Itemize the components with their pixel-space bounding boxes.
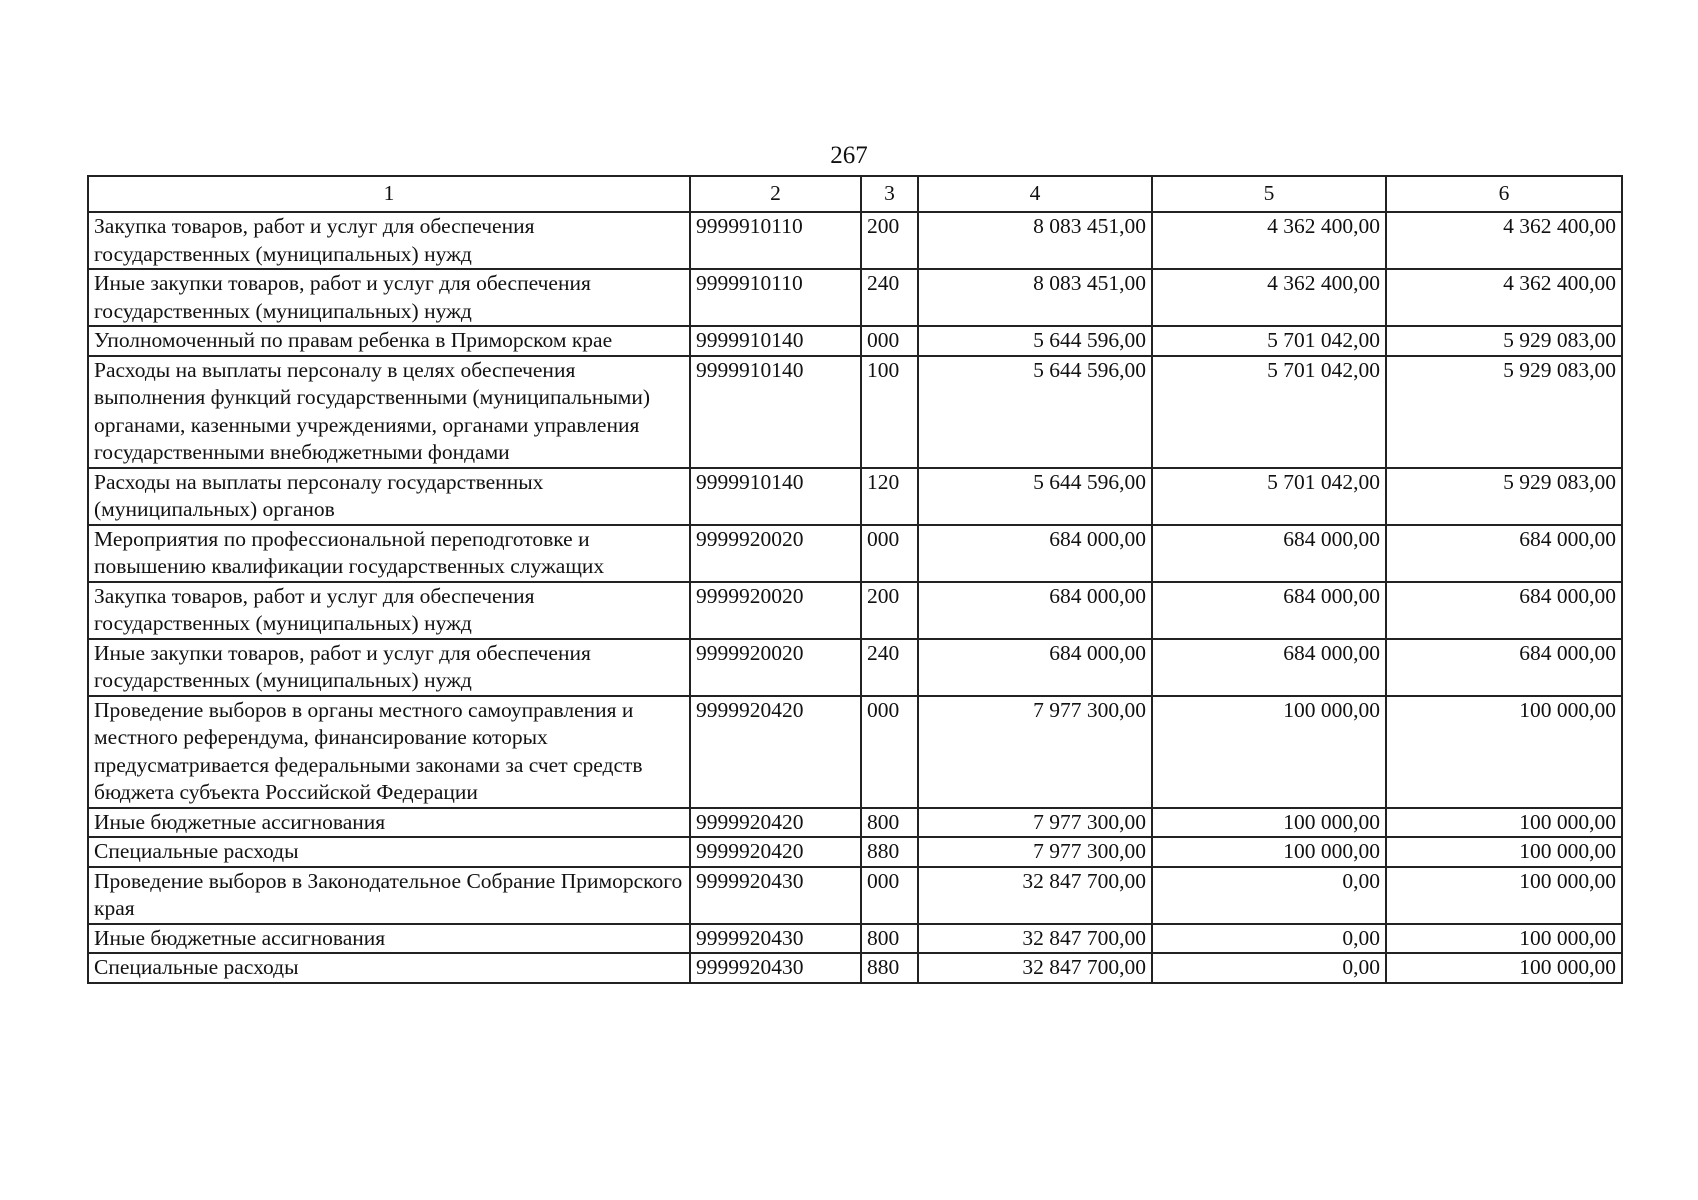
header-row [88, 176, 1622, 212]
row-value-4: 7 977 300,00 [918, 837, 1152, 867]
row-code: 9999920020 [690, 582, 861, 639]
table-row [88, 468, 1622, 525]
row-name: Закупка товаров, работ и услуг для обеспечения государственных (муниципальных) нужд [88, 582, 690, 639]
row-name: Проведение выборов в Законодательное Собрание Приморского края [88, 867, 690, 924]
row-type: 880 [861, 837, 918, 867]
row-name: Иные закупки товаров, работ и услуг для обеспечения государственных (муниципальных) нужд [88, 269, 690, 326]
table-row [88, 639, 1622, 696]
row-type: 240 [861, 639, 918, 696]
row-name: Иные бюджетные ассигнования [88, 808, 690, 838]
row-value-5: 5 701 042,00 [1152, 326, 1386, 356]
row-value-4: 8 083 451,00 [918, 269, 1152, 326]
row-type: 000 [861, 696, 918, 808]
row-code: 9999920430 [690, 924, 861, 954]
row-value-6: 684 000,00 [1386, 525, 1622, 582]
row-value-4: 684 000,00 [918, 525, 1152, 582]
row-value-5: 684 000,00 [1152, 582, 1386, 639]
row-value-4: 32 847 700,00 [918, 867, 1152, 924]
table-row [88, 525, 1622, 582]
table-row [88, 953, 1622, 983]
row-value-4: 8 083 451,00 [918, 212, 1152, 269]
row-name: Расходы на выплаты персоналу государственных (муниципальных) органов [88, 468, 690, 525]
column-header-3: 3 [861, 176, 918, 212]
row-code: 9999920430 [690, 867, 861, 924]
row-value-5: 0,00 [1152, 867, 1386, 924]
row-value-6: 100 000,00 [1386, 924, 1622, 954]
column-header-1: 1 [88, 176, 690, 212]
row-name: Иные бюджетные ассигнования [88, 924, 690, 954]
row-value-4: 5 644 596,00 [918, 326, 1152, 356]
table-row [88, 212, 1622, 269]
row-value-5: 100 000,00 [1152, 696, 1386, 808]
table-row [88, 837, 1622, 867]
row-value-5: 100 000,00 [1152, 808, 1386, 838]
budget-table [87, 175, 1623, 984]
table-row [88, 924, 1622, 954]
row-value-6: 4 362 400,00 [1386, 212, 1622, 269]
table-row [88, 356, 1622, 468]
row-value-4: 32 847 700,00 [918, 953, 1152, 983]
row-value-5: 5 701 042,00 [1152, 468, 1386, 525]
row-code: 9999920420 [690, 808, 861, 838]
table-row [88, 326, 1622, 356]
row-value-6: 4 362 400,00 [1386, 269, 1622, 326]
row-value-6: 100 000,00 [1386, 808, 1622, 838]
row-value-4: 684 000,00 [918, 582, 1152, 639]
row-name: Проведение выборов в органы местного самоуправления и местного референдума, финансирование которых предусматривается федеральными законами за счет средств бюджета субъекта Российской Федерации [88, 696, 690, 808]
row-type: 120 [861, 468, 918, 525]
row-type: 800 [861, 924, 918, 954]
page-number: 267 [830, 142, 868, 169]
row-type: 000 [861, 867, 918, 924]
row-value-5: 5 701 042,00 [1152, 356, 1386, 468]
row-name: Уполномоченный по правам ребенка в Приморском крае [88, 326, 690, 356]
row-type: 800 [861, 808, 918, 838]
row-type: 200 [861, 212, 918, 269]
row-code: 9999910110 [690, 212, 861, 269]
row-name: Закупка товаров, работ и услуг для обеспечения государственных (муниципальных) нужд [88, 212, 690, 269]
column-header-2: 2 [690, 176, 861, 212]
row-value-5: 100 000,00 [1152, 837, 1386, 867]
column-header-5: 5 [1152, 176, 1386, 212]
row-type: 880 [861, 953, 918, 983]
row-type: 000 [861, 525, 918, 582]
column-header-4: 4 [918, 176, 1152, 212]
row-value-6: 100 000,00 [1386, 867, 1622, 924]
row-value-4: 7 977 300,00 [918, 808, 1152, 838]
row-code: 9999920020 [690, 525, 861, 582]
row-code: 9999910140 [690, 468, 861, 525]
row-code: 9999910110 [690, 269, 861, 326]
row-code: 9999920430 [690, 953, 861, 983]
column-header-6: 6 [1386, 176, 1622, 212]
row-value-6: 100 000,00 [1386, 953, 1622, 983]
row-value-4: 5 644 596,00 [918, 468, 1152, 525]
row-value-6: 5 929 083,00 [1386, 356, 1622, 468]
row-value-6: 684 000,00 [1386, 639, 1622, 696]
row-value-6: 100 000,00 [1386, 696, 1622, 808]
row-type: 240 [861, 269, 918, 326]
row-type: 000 [861, 326, 918, 356]
row-value-6: 100 000,00 [1386, 837, 1622, 867]
row-value-4: 684 000,00 [918, 639, 1152, 696]
table-row [88, 582, 1622, 639]
row-value-5: 4 362 400,00 [1152, 269, 1386, 326]
row-value-4: 32 847 700,00 [918, 924, 1152, 954]
row-value-6: 684 000,00 [1386, 582, 1622, 639]
row-code: 9999920020 [690, 639, 861, 696]
table-row [88, 867, 1622, 924]
row-value-5: 0,00 [1152, 924, 1386, 954]
table-row [88, 696, 1622, 808]
row-value-5: 4 362 400,00 [1152, 212, 1386, 269]
table-row [88, 808, 1622, 838]
row-value-5: 684 000,00 [1152, 525, 1386, 582]
row-name: Мероприятия по профессиональной переподготовке и повышению квалификации государственных служащих [88, 525, 690, 582]
row-value-5: 0,00 [1152, 953, 1386, 983]
row-name: Специальные расходы [88, 953, 690, 983]
row-code: 9999910140 [690, 326, 861, 356]
row-code: 9999920420 [690, 837, 861, 867]
row-value-4: 7 977 300,00 [918, 696, 1152, 808]
table-row [88, 269, 1622, 326]
row-value-5: 684 000,00 [1152, 639, 1386, 696]
row-type: 200 [861, 582, 918, 639]
row-value-6: 5 929 083,00 [1386, 326, 1622, 356]
row-code: 9999910140 [690, 356, 861, 468]
row-code: 9999920420 [690, 696, 861, 808]
row-name: Расходы на выплаты персоналу в целях обеспечения выполнения функций государственными (муниципальными) органами, казенными учреждениями, органами управления государственными внебюджетными фондами [88, 356, 690, 468]
row-name: Иные закупки товаров, работ и услуг для обеспечения государственных (муниципальных) нужд [88, 639, 690, 696]
row-value-4: 5 644 596,00 [918, 356, 1152, 468]
row-type: 100 [861, 356, 918, 468]
row-name: Специальные расходы [88, 837, 690, 867]
row-value-6: 5 929 083,00 [1386, 468, 1622, 525]
